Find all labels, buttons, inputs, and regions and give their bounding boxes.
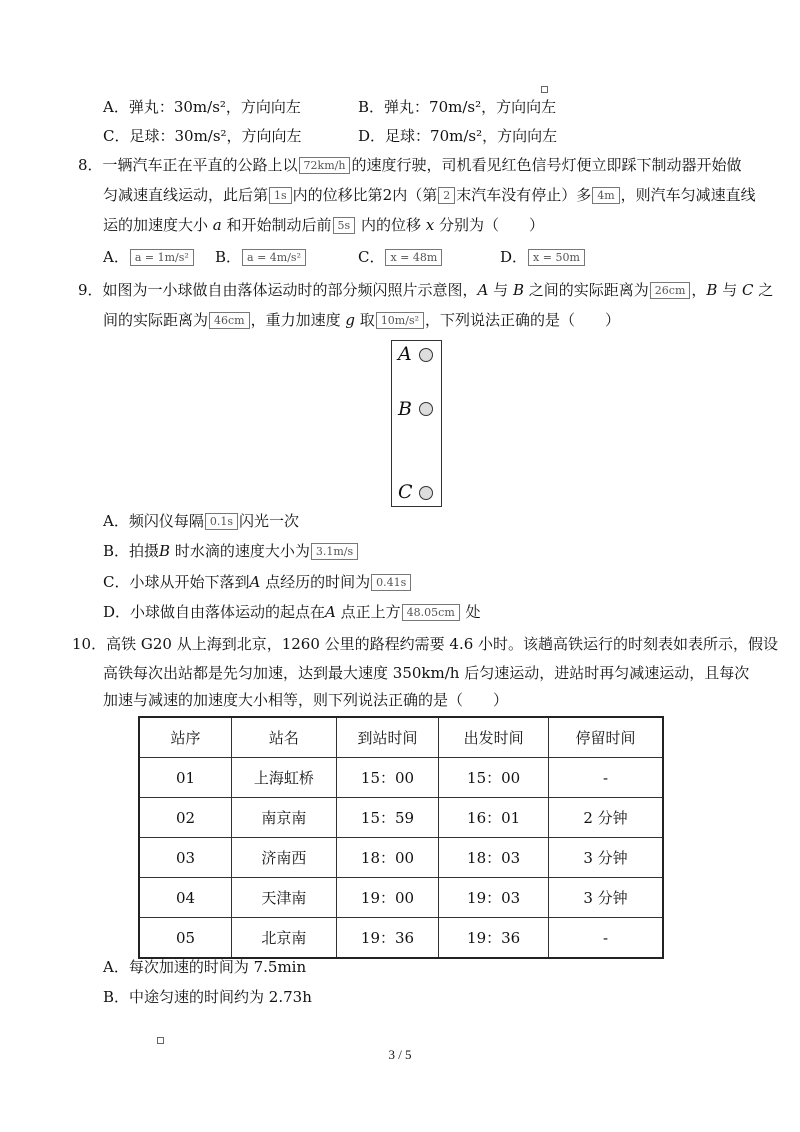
table-cell: 15：59: [336, 798, 439, 838]
table-cell: 上海虹桥: [232, 758, 337, 798]
figure-label-c: C: [398, 481, 413, 503]
q8-line-1: [78, 155, 741, 175]
table-cell: 19：00: [336, 878, 439, 918]
q9-text: 与: [493, 281, 509, 299]
ball-c: [419, 486, 433, 500]
q9-text: ，: [691, 281, 707, 299]
table-header: 站序: [139, 717, 232, 758]
q9-text: 点正上方: [340, 603, 401, 621]
formula-box: 48.05cm: [402, 604, 460, 621]
q9-text: C．小球从开始下落到: [103, 573, 250, 591]
q9-line-1: [78, 280, 773, 300]
q8-text: 的速度行驶，司机看见红色信号灯便立即踩下制动器开始做: [351, 156, 742, 174]
table-cell: 18：03: [439, 838, 549, 878]
option-label: D．: [500, 248, 528, 266]
table-cell: 15：00: [336, 758, 439, 798]
table-cell: 01: [139, 758, 232, 798]
formula-box: 10m/s²: [376, 312, 424, 329]
table-cell: 02: [139, 798, 232, 838]
table-cell: 2 分钟: [548, 798, 663, 838]
q10-line-1: 10．高铁 G20 从上海到北京，1260 公里的路程约需要 4.6 小时。该趟高铁运行的时刻表如表所示，假设: [72, 635, 779, 653]
variable: x: [425, 216, 435, 234]
q7-option-a: A．弹丸：30m/s²，方向向左: [103, 98, 301, 116]
table-cell: 南京南: [232, 798, 337, 838]
formula-box: 0.41s: [371, 574, 411, 591]
timetable: [138, 716, 664, 959]
q9-text: ，下列说法正确的是（ ）: [425, 311, 621, 329]
q8-line-3: [103, 215, 544, 235]
q9-text: 点经历的时间为: [265, 573, 371, 591]
table-cell: 19：36: [439, 918, 549, 959]
q9-text: 取: [359, 311, 375, 329]
table-cell: 天津南: [232, 878, 337, 918]
q8-text: 分别为（ ）: [439, 216, 545, 234]
table-header: 停留时间: [548, 717, 663, 758]
q8-text: 运的加速度大小: [103, 216, 209, 234]
formula-box: 4m: [592, 187, 619, 204]
q10-option-b: B．中途匀速的时间约为 2.73h: [103, 988, 312, 1006]
formula-box: x = 48m: [385, 249, 442, 266]
q8-text: 8．一辆汽车正在平直的公路上以: [78, 156, 298, 174]
variable: g: [345, 311, 356, 329]
table-cell: 05: [139, 918, 232, 959]
formula-box: a = 1m/s²: [130, 249, 194, 266]
formula-box: 26cm: [650, 282, 691, 299]
variable: A: [477, 281, 489, 299]
table-cell: 15：00: [439, 758, 549, 798]
q10-line-2: 高铁每次出站都是先匀加速，达到最大速度 350km/h 后匀速运动，进站时再匀减速运动，且每次: [103, 664, 750, 682]
table-cell: 3 分钟: [548, 838, 663, 878]
q8-text: 匀减速直线运动，此后第: [103, 186, 269, 204]
ball-a: [419, 348, 433, 362]
q9-text: ，重力加速度: [250, 311, 341, 329]
option-label: C．: [358, 248, 385, 266]
q10-option-a: A．每次加速的时间为 7.5min: [103, 958, 307, 976]
layout-mark: [157, 1037, 164, 1044]
variable: a: [212, 216, 222, 234]
q8-text: 内的位移: [360, 216, 421, 234]
table-cell: -: [548, 758, 663, 798]
figure-label-a: A: [398, 343, 412, 365]
layout-mark: [541, 86, 548, 93]
q9-option-d: [103, 602, 481, 622]
page-number: 3 / 5: [388, 1047, 412, 1062]
ball-b: [419, 402, 433, 416]
formula-box: 3.1m/s: [311, 543, 358, 560]
variable: B: [159, 542, 171, 560]
q7-option-b: B．弹丸：70m/s²，方向向左: [358, 98, 557, 116]
table-cell: 03: [139, 838, 232, 878]
q9-option-b: [103, 541, 359, 561]
q9-text: 之: [758, 281, 774, 299]
table-cell: 3 分钟: [548, 878, 663, 918]
figure-label-b: B: [398, 398, 412, 420]
table-cell: 北京南: [232, 918, 337, 959]
q7-option-d: D．足球：70m/s²，方向向左: [358, 127, 558, 145]
table-header: 出发时间: [439, 717, 549, 758]
variable: A: [325, 603, 336, 621]
q10-line-3: 加速与减速的加速度大小相等，则下列说法正确的是（ ）: [103, 691, 509, 709]
formula-box: a = 4m/s²: [242, 249, 306, 266]
q9-text: 之间的实际距离为: [528, 281, 649, 299]
formula-box: x = 50m: [528, 249, 585, 266]
q8-option-a: [103, 247, 195, 267]
table-row: [139, 878, 663, 918]
q9-text: 间的实际距离为: [103, 311, 209, 329]
q9-text: D．小球做自由落体运动的起点在: [103, 603, 326, 621]
q8-text: 内的位移比第2内（第: [292, 186, 438, 204]
table-row: [139, 758, 663, 798]
q9-option-a: [103, 511, 299, 531]
variable: C: [742, 281, 754, 299]
q9-text: 与: [722, 281, 738, 299]
q8-text: ，则汽车匀减速直线: [620, 186, 756, 204]
q8-line-2: [103, 185, 756, 205]
formula-box: 5s: [333, 217, 356, 234]
table-cell: 济南西: [232, 838, 337, 878]
table-row: [139, 838, 663, 878]
variable: B: [512, 281, 524, 299]
strobe-photo-figure: [391, 340, 442, 507]
q9-text: B．拍摄: [103, 542, 160, 560]
q9-text: 处: [465, 603, 481, 621]
q8-option-c: [358, 247, 443, 267]
q8-option-b: [215, 247, 307, 267]
formula-box: 0.1s: [205, 513, 238, 530]
q9-line-2: [103, 310, 620, 330]
q7-option-c: C．足球：30m/s²，方向向左: [103, 127, 302, 145]
q8-text: 末汽车没有停止）多: [456, 186, 592, 204]
formula-box: 1s: [269, 187, 292, 204]
table-cell: 19：36: [336, 918, 439, 959]
table-row: [139, 798, 663, 838]
option-label: A．: [103, 248, 129, 266]
table-cell: 16：01: [439, 798, 549, 838]
table-row: [139, 918, 663, 959]
q9-option-c: [103, 572, 412, 592]
table-header: 站名: [232, 717, 337, 758]
table-header: 到站时间: [336, 717, 439, 758]
table-cell: 19：03: [439, 878, 549, 918]
table-cell: 18：00: [336, 838, 439, 878]
q9-text: 闪光一次: [238, 512, 299, 530]
table-cell: 04: [139, 878, 232, 918]
table-cell: -: [548, 918, 663, 959]
formula-box: 2: [438, 187, 455, 204]
table-header-row: [139, 717, 663, 758]
variable: B: [706, 281, 718, 299]
q9-text: A．频闪仪每隔: [103, 512, 204, 530]
option-label: B．: [215, 248, 242, 266]
q9-text: 9．如图为一小球做自由落体运动时的部分频闪照片示意图，: [78, 281, 478, 299]
variable: A: [249, 573, 261, 591]
q8-option-d: [500, 247, 586, 267]
q9-text: 时水滴的速度大小为: [174, 542, 310, 560]
formula-box: 72km/h: [299, 157, 351, 174]
q8-text: 和开始制动后前: [226, 216, 332, 234]
formula-box: 46cm: [209, 312, 250, 329]
